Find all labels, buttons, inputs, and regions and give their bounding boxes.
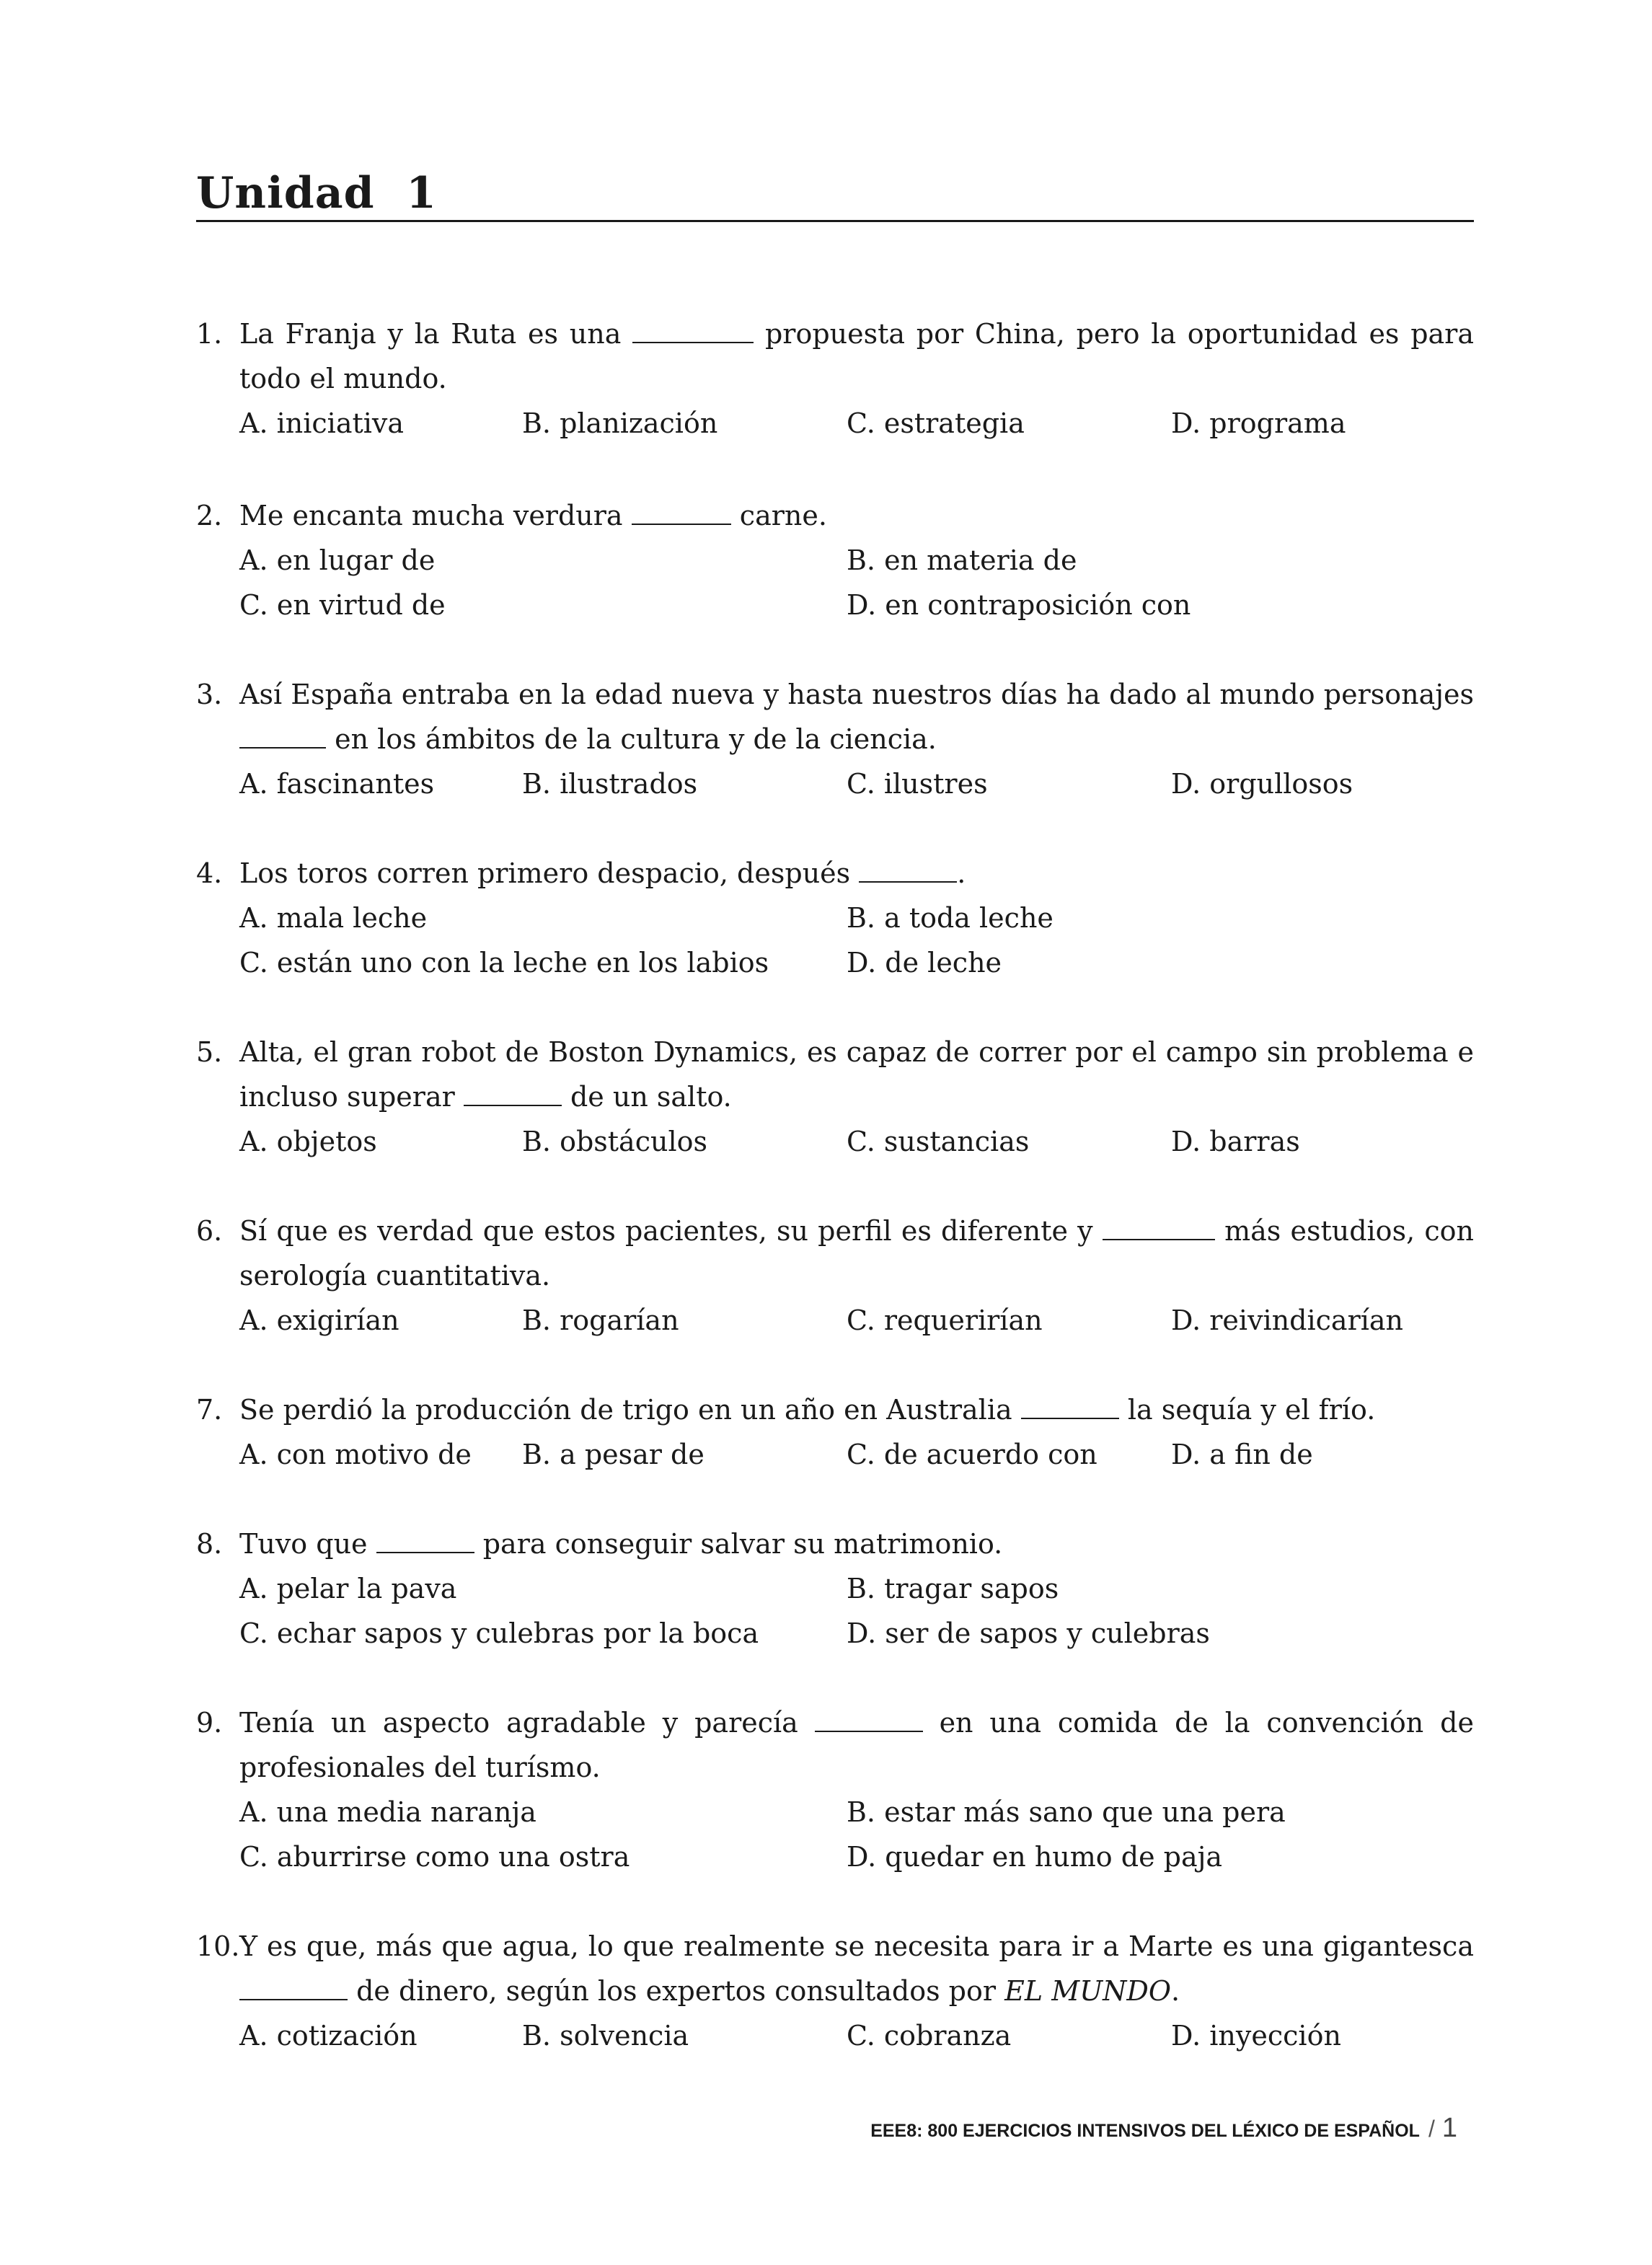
stem-text-before: Tuvo que	[239, 1528, 368, 1560]
question-8	[196, 1522, 1474, 1656]
question-3	[196, 672, 1474, 806]
option-a[interactable]: A. objetos	[239, 1126, 377, 1157]
option-a[interactable]: A. una media naranja	[239, 1796, 536, 1828]
question-stem	[196, 1700, 1474, 1790]
stem-text-before: Se perdió la producción de trigo en un año en Australia	[239, 1394, 1012, 1426]
option-d[interactable]: D. reivindicarían	[1171, 1304, 1404, 1336]
question-2	[196, 493, 1474, 627]
book-title: EEE8: 800 EJERCICIOS INTENSIVOS DEL LÉXICO DE ESPAÑOL	[870, 2121, 1420, 2141]
option-c[interactable]: C. echar sapos y culebras por la boca	[239, 1617, 759, 1649]
option-c[interactable]: C. aburrirse como una ostra	[239, 1841, 630, 1873]
question-5	[196, 1030, 1474, 1164]
answer-blank[interactable]	[239, 725, 326, 749]
answer-options	[196, 761, 1474, 806]
answer-options	[196, 538, 1474, 627]
stem-text-before: La Franja y la Ruta es una	[239, 318, 622, 350]
stem-text-after: carne.	[739, 500, 827, 531]
option-c[interactable]: C. en virtud de	[239, 589, 446, 621]
option-d[interactable]: D. programa	[1171, 407, 1346, 439]
question-stem	[196, 1387, 1474, 1432]
answer-options	[196, 1432, 1474, 1477]
option-d[interactable]: D. barras	[1171, 1126, 1300, 1157]
option-a[interactable]: A. mala leche	[239, 902, 428, 934]
option-b[interactable]: B. rogarían	[522, 1304, 679, 1336]
option-c[interactable]: C. sustancias	[847, 1126, 1030, 1157]
option-a[interactable]: A. iniciativa	[239, 407, 405, 439]
option-c[interactable]: C. ilustres	[847, 768, 988, 800]
question-1	[196, 312, 1474, 446]
option-b[interactable]: B. tragar sapos	[847, 1573, 1059, 1604]
answer-options	[196, 1119, 1474, 1164]
question-4	[196, 851, 1474, 985]
unit-title: Unidad 1	[196, 168, 438, 218]
option-a[interactable]: A. con motivo de	[239, 1439, 472, 1470]
question-number: 7.	[196, 1394, 223, 1426]
option-d[interactable]: D. inyección	[1171, 2020, 1341, 2052]
option-c[interactable]: C. estrategia	[847, 407, 1025, 439]
option-d[interactable]: D. a fin de	[1171, 1439, 1313, 1470]
stem-text-before: Sí que es verdad que estos pacientes, su perfil es diferente y	[239, 1215, 1093, 1247]
answer-blank[interactable]	[376, 1530, 474, 1553]
answer-options	[196, 1298, 1474, 1343]
question-stem	[196, 1522, 1474, 1566]
option-b[interactable]: B. a pesar de	[522, 1439, 704, 1470]
option-d[interactable]: D. de leche	[847, 947, 1002, 979]
option-a[interactable]: A. cotización	[239, 2020, 418, 2052]
option-b[interactable]: B. a toda leche	[847, 902, 1054, 934]
page-footer	[870, 2113, 1457, 2144]
answer-blank[interactable]	[632, 320, 754, 343]
option-b[interactable]: B. en materia de	[847, 544, 1077, 576]
answer-options	[196, 896, 1474, 985]
answer-options	[196, 2013, 1474, 2058]
option-b[interactable]: B. planización	[522, 407, 718, 439]
stem-text-before: Tenía un aspecto agradable y parecía	[239, 1707, 798, 1739]
question-number: 10.	[196, 1930, 240, 1962]
question-number: 5.	[196, 1036, 223, 1068]
answer-blank[interactable]	[815, 1709, 923, 1732]
question-stem	[196, 1030, 1474, 1119]
answer-blank[interactable]	[464, 1083, 562, 1106]
stem-text-after: para conseguir salvar su matrimonio.	[482, 1528, 1003, 1560]
stem-text-after: de un salto.	[570, 1081, 732, 1113]
stem-text-after: más estudios, con serología cuantitativa.	[239, 1215, 1474, 1292]
question-6	[196, 1209, 1474, 1343]
answer-options	[196, 1790, 1474, 1879]
footer-separator: /	[1428, 2116, 1435, 2142]
question-stem	[196, 312, 1474, 401]
page-number: 1	[1441, 2113, 1457, 2143]
answer-options	[196, 401, 1474, 446]
stem-text-after: propuesta por China, pero la oportunidad es para todo el mundo.	[239, 318, 1474, 394]
question-stem	[196, 672, 1474, 761]
question-stem	[196, 1924, 1474, 2013]
option-a[interactable]: A. fascinantes	[239, 768, 435, 800]
stem-text-after: de dinero, según los expertos consultados por	[356, 1975, 997, 2007]
answer-blank[interactable]	[859, 860, 957, 883]
question-stem	[196, 1209, 1474, 1298]
option-b[interactable]: B. solvencia	[522, 2020, 689, 2052]
question-number: 2.	[196, 500, 223, 531]
question-number: 9.	[196, 1707, 223, 1739]
newspaper-name: EL MUNDO	[1004, 1975, 1171, 2007]
option-d[interactable]: D. orgullosos	[1171, 768, 1353, 800]
stem-text-after: en los ámbitos de la cultura y de la ciencia.	[335, 723, 937, 755]
question-number: 3.	[196, 679, 223, 710]
stem-text-before: Los toros corren primero despacio, después	[239, 857, 851, 889]
question-number: 6.	[196, 1215, 223, 1247]
question-stem	[196, 493, 1474, 538]
stem-text-end: .	[1171, 1975, 1180, 2007]
option-d[interactable]: D. quedar en humo de paja	[847, 1841, 1223, 1873]
option-b[interactable]: B. obstáculos	[522, 1126, 708, 1157]
option-d[interactable]: D. en contraposición con	[847, 589, 1191, 621]
question-7	[196, 1387, 1474, 1477]
option-a[interactable]: A. en lugar de	[239, 544, 436, 576]
stem-text-after: la sequía y el frío.	[1127, 1394, 1376, 1426]
stem-text-before: Y es que, más que agua, lo que realmente se necesita para ir a Marte es una gigantesca	[239, 1930, 1474, 1962]
question-stem	[196, 851, 1474, 896]
question-number: 1.	[196, 318, 223, 350]
option-a[interactable]: A. exigirían	[239, 1304, 399, 1336]
option-c[interactable]: C. están uno con la leche en los labios	[239, 947, 769, 979]
option-c[interactable]: C. cobranza	[847, 2020, 1012, 2052]
title-rule	[196, 220, 1474, 222]
option-d[interactable]: D. ser de sapos y culebras	[847, 1617, 1210, 1649]
stem-text-before: Así España entraba en la edad nueva y hasta nuestros días ha dado al mundo personajes	[239, 679, 1474, 710]
answer-blank[interactable]	[1021, 1396, 1119, 1419]
answer-blank[interactable]	[632, 502, 731, 525]
answer-blank[interactable]	[1103, 1217, 1215, 1240]
question-10	[196, 1924, 1474, 2058]
question-number: 4.	[196, 857, 223, 889]
stem-text-before: Me encanta mucha verdura	[239, 500, 623, 531]
answer-options	[196, 1566, 1474, 1656]
question-9	[196, 1700, 1474, 1879]
option-b[interactable]: B. estar más sano que una pera	[847, 1796, 1286, 1828]
option-b[interactable]: B. ilustrados	[522, 768, 698, 800]
option-a[interactable]: A. pelar la pava	[239, 1573, 457, 1604]
option-c[interactable]: C. de acuerdo con	[847, 1439, 1097, 1470]
stem-text-before: Alta, el gran robot de Boston Dynamics, es capaz de correr por el campo sin problema e incluso superar	[239, 1036, 1474, 1113]
stem-text-after: .	[957, 857, 966, 889]
option-c[interactable]: C. requerirían	[847, 1304, 1043, 1336]
answer-blank[interactable]	[239, 1977, 348, 2000]
question-number: 8.	[196, 1528, 223, 1560]
stem-text-after: en una comida de la convención de profesionales del turísmo.	[239, 1707, 1474, 1783]
